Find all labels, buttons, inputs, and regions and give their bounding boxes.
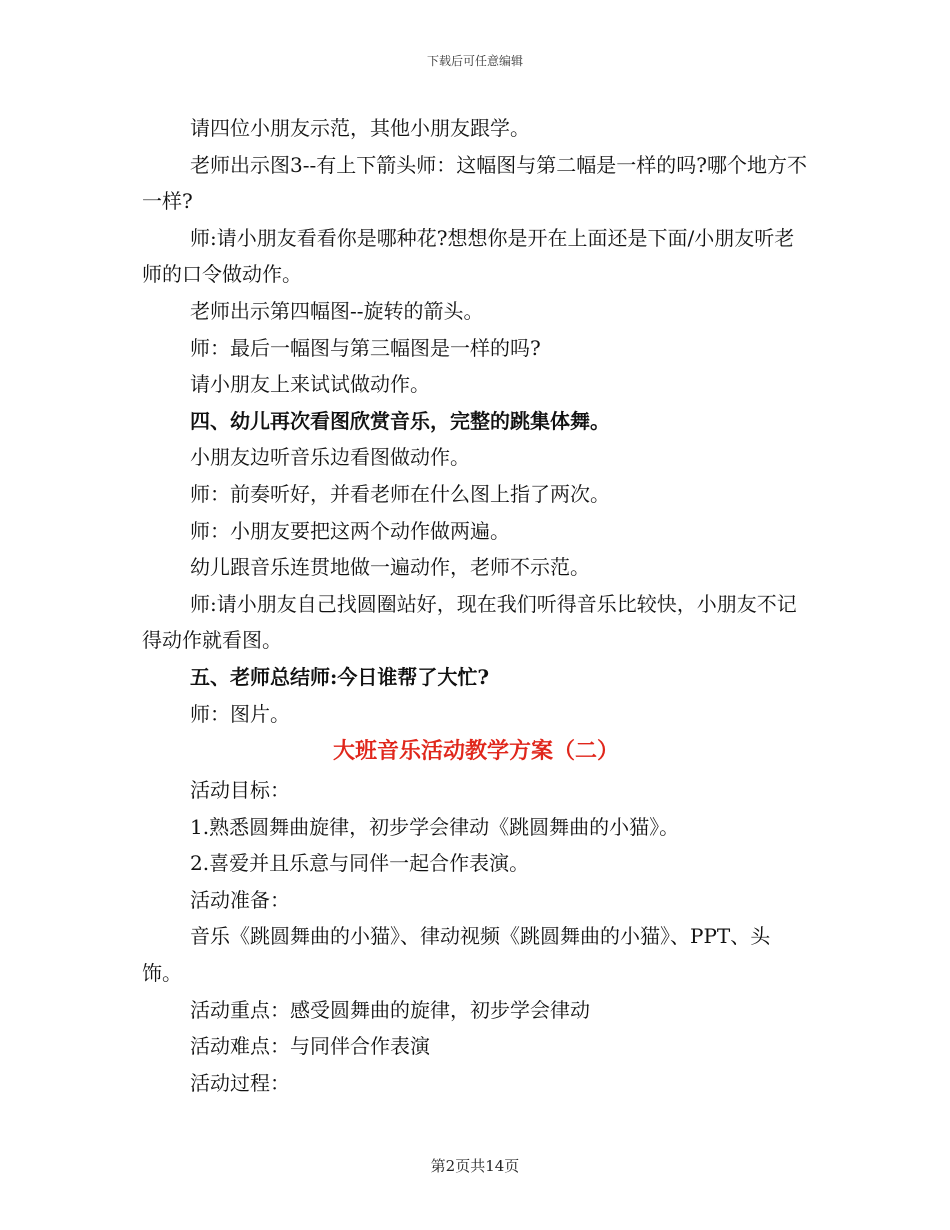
step-heading-four: 四、幼儿再次看图欣赏音乐，完整的跳集体舞。 (190, 408, 610, 433)
paragraph: 老师出示图3--有上下箭头师：这幅图与第二幅是一样的吗?哪个地方不一样? (142, 152, 807, 214)
paragraph: 1.熟悉圆舞曲旋律，初步学会律动《跳圆舞曲的小猫》。 (190, 814, 680, 839)
paragraph: 师：图片。 (190, 701, 290, 726)
paragraph: 师:请小朋友自己找圆圈站好，现在我们听得音乐比较快，小朋友不记得动作就看图。 (142, 591, 797, 653)
paragraph: 活动过程： (190, 1070, 290, 1095)
paragraph: 请小朋友上来试试做动作。 (190, 372, 430, 397)
section-title: 大班音乐活动教学方案（二） (332, 739, 619, 765)
paragraph: 师:请小朋友看看你是哪种花?想想你是开在上面还是下面/小朋友听老师的口令做动作。 (142, 225, 795, 287)
paragraph: 老师出示第四幅图--旋转的箭头。 (190, 298, 484, 323)
paragraph: 活动重点：感受圆舞曲的旋律，初步学会律动 (190, 997, 590, 1022)
paragraph: 2.喜爱并且乐意与同伴一起合作表演。 (190, 851, 530, 876)
paragraph: 活动准备： (190, 887, 290, 912)
paragraph: 幼儿跟音乐连贯地做一遍动作，老师不示范。 (190, 555, 590, 580)
paragraph: 师：前奏听好，并看老师在什么图上指了两次。 (190, 481, 610, 506)
page-header: 下载后可任意编辑 (426, 54, 523, 68)
step-heading-five: 五、老师总结师:今日谁帮了大忙? (190, 664, 490, 689)
paragraph: 请四位小朋友示范，其他小朋友跟学。 (190, 116, 530, 140)
paragraph: 活动难点：与同伴合作表演 (190, 1034, 430, 1059)
paragraph: 小朋友边听音乐边看图做动作。 (190, 445, 470, 470)
document-body (142, 110, 810, 1101)
paragraph: 活动目标： (190, 778, 290, 803)
paragraph: 师：最后一幅图与第三幅图是一样的吗? (190, 335, 541, 360)
paragraph: 音乐《跳圆舞曲的小猫》、律动视频《跳圆舞曲的小猫》、PPT、头饰。 (142, 924, 771, 986)
paragraph: 师：小朋友要把这两个动作做两遍。 (190, 518, 510, 543)
page-footer: 第2页共14页 (430, 1157, 520, 1175)
